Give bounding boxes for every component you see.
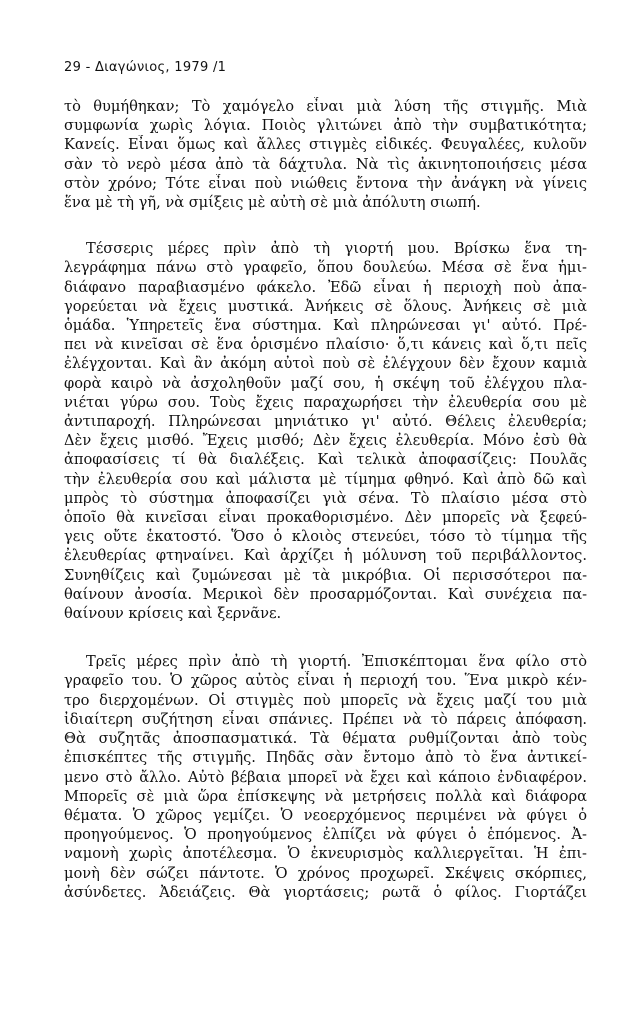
paragraph-1 [64,97,587,212]
text-line: γορεύεται νὰ ἔχεις μυστικά. Ἀνήκεις σὲ ὅλους. Ἀνήκεις σὲ μιὰ [64,297,587,315]
text-line: διάφανο παραβιασμένο φάκελο. Ἐδῶ εἶναι ἡ περιοχὴ ποὺ ἀπα- [64,278,587,296]
paragraph-2 [64,239,587,623]
text-line: ἀντιπαροχή. Πληρώνεσαι μηνιάτικο γι' αὐτό. Θέλεις ἐλευθερία; [64,413,587,431]
paragraph-gap [64,623,587,652]
text-line: Τέσσερις μέρες πρὶν ἀπὸ τὴ γιορτή μου. Βρίσκω ἕνα τη- [86,240,587,258]
text-line: ἐλέγχονται. Καὶ ἂν ἀκόμη αὐτοὶ ποὺ σὲ ἐλέγχουν δὲν ἔχουν καμιὰ [64,355,587,373]
text-line: ἐπισκέπτες τῆς στιγμῆς. Πηδᾶς σὰν ἔντομο ἀπὸ τὸ ἕνα ἀντικεί- [64,749,587,767]
text-line: στὸν χρόνο; Τότε εἶναι ποὺ νιώθεις ἔντονα τὴν ἀνάγκη νὰ γίνεις [64,174,587,192]
paragraph-gap [64,212,587,239]
text-line: γεις οὔτε ἑκατοστό. Ὅσο ὁ κλοιὸς στενεύει, τόσο τὸ τίμημα τῆς [64,528,587,546]
text-line: προηγούμενος. Ὁ προηγούμενος ἐλπίζει νὰ φύγει ὁ ἑπόμενος. Ἀ- [64,826,587,844]
text-line: Θὰ συζητᾶς ἀποσπασματικά. Τὰ θέματα ρυθμίζονται ἀπὸ τοὺς [64,730,587,748]
text-line: σὰν τὸ νερὸ μέσα ἀπὸ τὰ δάχτυλα. Νὰ τὶς ἀκινητοποιήσεις μέσα [64,155,587,173]
text-line: λεγράφημα πάνω στὸ γραφεῖο, ὅπου δουλεύω. Μέσα σὲ ἕνα ἡμι- [64,259,587,277]
text-line: μενο στὸ ἄλλο. Αὐτὸ βέβαια μπορεῖ νὰ ἔχει καὶ κάποιο ἐνδιαφέρον. [64,768,587,786]
text-line: φορὰ καιρὸ νὰ ἀσχοληθοῦν μαζί σου, ἡ σκέψη τοῦ ἐλέγχου πλα- [64,374,587,392]
text-line: Τρεῖς μέρες πρὶν ἀπὸ τὴ γιορτή. Ἐπισκέπτομαι ἕνα φίλο στὸ [86,653,587,671]
text-line: ὁποῖο θὰ κινεῖσαι εἶναι προκαθορισμένο. Δὲν μπορεῖς νὰ ξεφεύ- [64,509,587,527]
text-line: τὸ θυμήθηκαν; Τὸ χαμόγελο εἶναι μιὰ λύση τῆς στιγμῆς. Μιὰ [64,98,587,115]
text-line: ἰδιαίτερη συζήτηση εἶναι σπάνιες. Πρέπει νὰ τὸ πάρεις ἀπόφαση. [64,710,587,728]
text-line: συμφωνία χωρὶς λόγια. Ποιὸς γλιτώνει ἀπὸ τὴν συμβατικότητα; [64,117,587,135]
text-line: Μπορεῖς σὲ μιὰ ὥρα ἐπίσκεψης νὰ μετρήσεις πολλὰ καὶ διάφορα [64,787,587,805]
paragraph-3 [64,652,587,902]
text-line: ἀσύνδετες. Ἀδειάζεις. Θὰ γιορτάσεις; ρωτᾶ ὁ φίλος. Γιορτάζει [64,883,587,901]
text-line: Κανείς. Εἶναι ὅμως καὶ ἄλλες στιγμὲς εἰδικές. Φευγαλέες, κυλοῦν [64,136,587,154]
text-line: τρο διερχομένων. Οἱ στιγμὲς ποὺ μπορεῖς νὰ ἔχεις μαζί του μιὰ [64,691,587,709]
text-line: θέματα. Ὁ χῶρος γεμίζει. Ὁ νεοερχόμενος περιμένει νὰ φύγει ὁ [64,806,587,824]
text-line: Συνηθίζεις καὶ ζυμώνεσαι μὲ τὰ μικρόβια. Οἱ περισσότεροι πα- [64,566,587,584]
text-line: μονὴ δὲν σώζει πάντοτε. Ὁ χρόνος προχωρεῖ. Σκέψεις σκόρπιες, [64,864,587,882]
document-page [64,60,587,902]
text-line: θαίνουν κρίσεις καὶ ξερνᾶνε. [64,605,282,623]
text-line: μπρὸς τὸ σύστημα ἀποφασίζει γιὰ σένα. Τὸ πλαίσιο μέσα στὸ [64,489,587,507]
text-line: θαίνουν ἀνοσία. Μερικοὶ δὲν προσαρμόζονται. Καὶ συνέχεια πα- [64,585,587,603]
text-line: νιέται γύρω σου. Τοὺς ἔχεις παραχωρήσει τὴν ἐλευθερία σου μὲ [64,393,587,411]
running-header: 29 - Διαγώνιος, 1979 /1 [64,60,227,75]
text-line: ἕνα μὲ τὴ γῆ, νὰ σμίξεις μὲ αὐτὴ σὲ μιὰ ἀπόλυτη σιωπή. [64,194,481,212]
text-line: γραφεῖο του. Ὁ χῶρος αὐτὸς εἶναι ἡ περιοχή του. Ἕνα μικρὸ κέν- [64,672,587,690]
text-line: τὴν ἐλευθερία σου καὶ μάλιστα μὲ τίμημα φθηνό. Καὶ ἀπὸ δῶ καὶ [64,470,587,488]
text-line: πει νὰ κινεῖσαι σὲ ἕνα ὁρισμένο πλαίσιο· ὅ,τι κάνεις καὶ ὅ,τι πεῖς [64,336,587,354]
text-line: ἀποφασίσεις τί θὰ διαλέξεις. Καὶ τελικὰ ἀποφασίζεις: Πουλᾶς [64,451,587,469]
text-line: ἐλευθερίας φτηναίνει. Καὶ ἀρχίζει ἡ μόλυνση τοῦ περιβάλλοντος. [64,547,587,565]
text-line: ὁμάδα. Ὑπηρετεῖς ἕνα σύστημα. Καὶ πληρώνεσαι γι' αὐτό. Πρέ- [64,317,587,335]
text-line: Δὲν ἔχεις μισθό. Ἔχεις μισθό; Δὲν ἔχεις ἐλευθερία. Μόνο ἐσὺ θὰ [64,432,587,450]
text-line: ναμονὴ χωρὶς ἀποτέλεσμα. Ὁ ἐκνευρισμὸς καλλιεργεῖται. Ἡ ἐπι- [64,845,587,863]
